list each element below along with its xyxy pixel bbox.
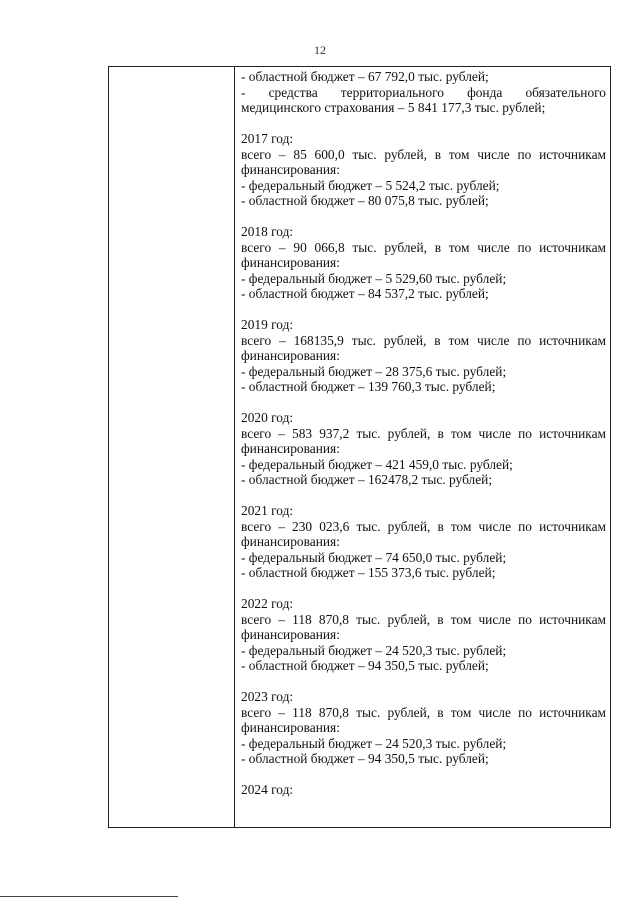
year-total-cont: финансирования: <box>241 255 340 270</box>
year-total-cont: финансирования: <box>241 441 340 456</box>
year-block-2019 <box>241 317 606 395</box>
year-title: 2023 год: <box>241 689 294 704</box>
year-total: всего – 90 066,8 тыс. рублей, в том числе по источникам <box>241 239 606 255</box>
footnote-rule <box>0 896 178 897</box>
year-total-cont: финансирования: <box>241 720 340 735</box>
year-title: 2017 год: <box>241 131 294 146</box>
column-divider <box>234 66 235 828</box>
year-title: 2019 год: <box>241 317 294 332</box>
year-total-cont: финансирования: <box>241 534 340 549</box>
year-title: 2018 год: <box>241 224 294 239</box>
year-total: всего – 230 023,6 тыс. рублей, в том числе по источникам <box>241 518 606 534</box>
year-total: всего – 85 600,0 тыс. рублей, в том числе по источникам <box>241 146 606 162</box>
year-total: всего – 583 937,2 тыс. рублей, в том числе по источникам <box>241 425 606 441</box>
year-regional: - областной бюджет – 162478,2 тыс. рублей; <box>241 472 493 487</box>
year-federal: - федеральный бюджет – 28 375,6 тыс. рублей; <box>241 363 507 379</box>
year-federal: - федеральный бюджет – 24 520,3 тыс. рублей; <box>241 642 507 658</box>
year-total: всего – 118 870,8 тыс. рублей, в том числе по источникам <box>241 611 606 627</box>
year-block-2021 <box>241 503 606 581</box>
year-title: 2020 год: <box>241 410 294 425</box>
page-number: 12 <box>314 43 326 57</box>
year-federal: - федеральный бюджет – 5 524,2 тыс. рублей; <box>241 177 500 193</box>
intro-tfoms-line1: - средства территориального фонда обязательного <box>241 84 606 100</box>
intro-regional-budget: - областной бюджет – 67 792,0 тыс. рублей; <box>241 69 489 84</box>
year-federal: - федеральный бюджет – 74 650,0 тыс. рублей; <box>241 549 507 565</box>
year-block-2020 <box>241 410 606 488</box>
funding-text-cell <box>241 69 606 798</box>
year-regional: - областной бюджет – 94 350,5 тыс. рублей; <box>241 751 489 766</box>
year-regional: - областной бюджет – 84 537,2 тыс. рублей; <box>241 286 489 301</box>
year-total: всего – 118 870,8 тыс. рублей, в том числе по источникам <box>241 704 606 720</box>
year-block-2022 <box>241 596 606 674</box>
year-total: всего – 168135,9 тыс. рублей, в том числе по источникам <box>241 332 606 348</box>
year-regional: - областной бюджет – 80 075,8 тыс. рублей; <box>241 193 489 208</box>
year-total-cont: финансирования: <box>241 348 340 363</box>
year-federal: - федеральный бюджет – 5 529,60 тыс. рублей; <box>241 270 507 286</box>
year-federal: - федеральный бюджет – 421 459,0 тыс. рублей; <box>241 456 513 472</box>
year-regional: - областной бюджет – 94 350,5 тыс. рублей; <box>241 658 489 673</box>
year-title-2024: 2024 год: <box>241 782 294 797</box>
year-title: 2021 год: <box>241 503 294 518</box>
year-regional: - областной бюджет – 155 373,6 тыс. рублей; <box>241 565 496 580</box>
year-federal: - федеральный бюджет – 24 520,3 тыс. рублей; <box>241 735 507 751</box>
year-total-cont: финансирования: <box>241 627 340 642</box>
year-block-2017 <box>241 131 606 209</box>
year-block-2023 <box>241 689 606 767</box>
year-regional: - областной бюджет – 139 760,3 тыс. рублей; <box>241 379 496 394</box>
year-block-2018 <box>241 224 606 302</box>
year-title: 2022 год: <box>241 596 294 611</box>
year-total-cont: финансирования: <box>241 162 340 177</box>
intro-tfoms-line2: медицинского страхования – 5 841 177,3 тыс. рублей; <box>241 100 546 115</box>
